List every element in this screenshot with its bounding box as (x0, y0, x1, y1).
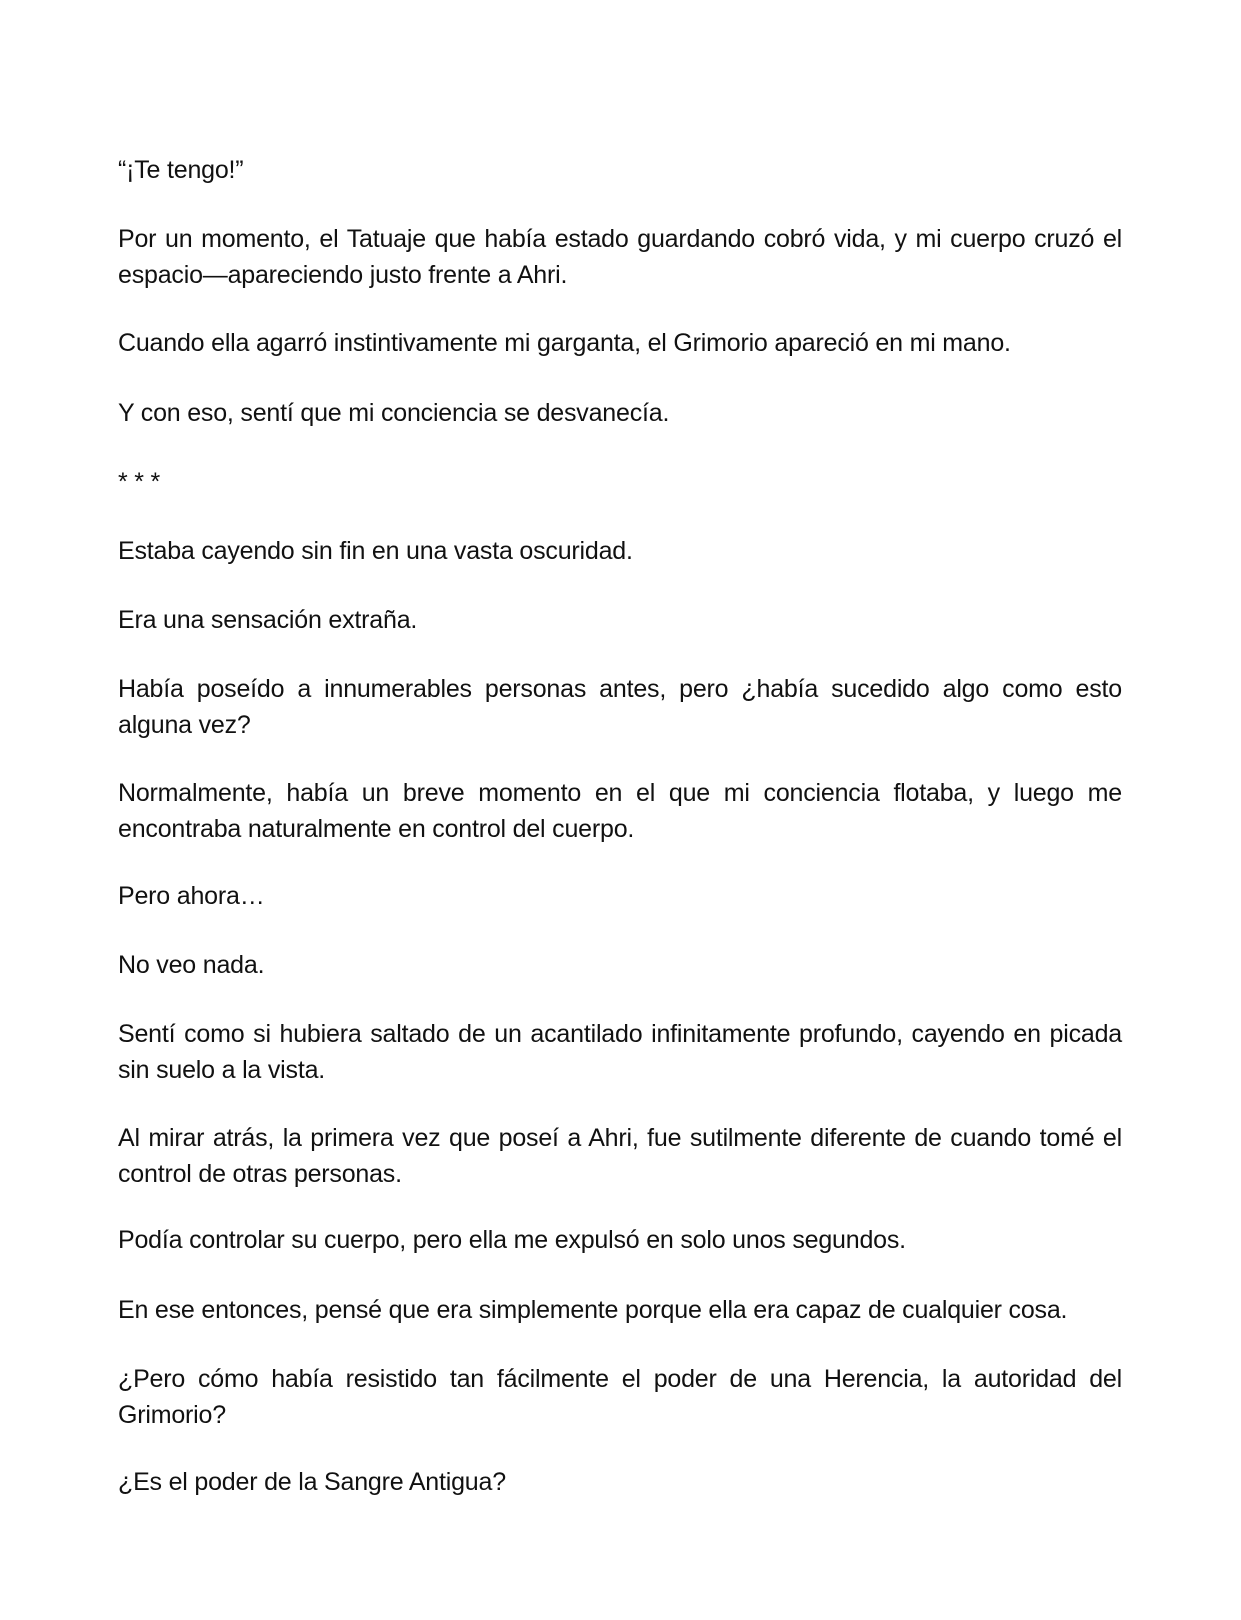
scene-break: * * * (118, 468, 161, 496)
paragraph-exclamation: “¡Te tengo!” (118, 156, 244, 184)
paragraph-sensation: Era una sensación extraña. (118, 606, 418, 634)
paragraph-but-now: Pero ahora… (118, 882, 265, 910)
paragraph-see-nothing: No veo nada. (118, 951, 265, 979)
paragraph-possessed: Había poseído a innumerables personas antes, pero ¿había sucedido algo como esto alguna vez? (118, 675, 1122, 739)
paragraph-falling: Estaba cayendo sin fin en una vasta oscuridad. (118, 537, 633, 565)
paragraph-normally: Normalmente, había un breve momento en el que mi conciencia flotaba, y luego me encontraba naturalmente en control del cuerpo. (118, 779, 1122, 843)
paragraph-cliff: Sentí como si hubiera saltado de un acantilado infinitamente profundo, cayendo en picada sin suelo a la vista. (118, 1020, 1122, 1084)
paragraph-consciousness: Y con eso, sentí que mi conciencia se desvanecía. (118, 399, 670, 427)
paragraph-grimoire: Cuando ella agarró instintivamente mi garganta, el Grimorio apareció en mi mano. (118, 329, 1011, 357)
paragraph-first-time: Al mirar atrás, la primera vez que poseí a Ahri, fue sutilmente diferente de cuando tomé el control de otras personas. (118, 1124, 1122, 1188)
paragraph-control: Podía controlar su cuerpo, pero ella me expulsó en solo unos segundos. (118, 1226, 906, 1254)
paragraph-resisted: ¿Pero cómo había resistido tan fácilmente el poder de una Herencia, la autoridad del Grimorio? (118, 1365, 1122, 1429)
paragraph-back-then: En ese entonces, pensé que era simplemente porque ella era capaz de cualquier cosa. (118, 1296, 1068, 1324)
paragraph-ancient-blood: ¿Es el poder de la Sangre Antigua? (118, 1468, 506, 1496)
paragraph-tattoo: Por un momento, el Tatuaje que había estado guardando cobró vida, y mi cuerpo cruzó el espacio—apareciendo justo frente a Ahri. (118, 225, 1122, 289)
